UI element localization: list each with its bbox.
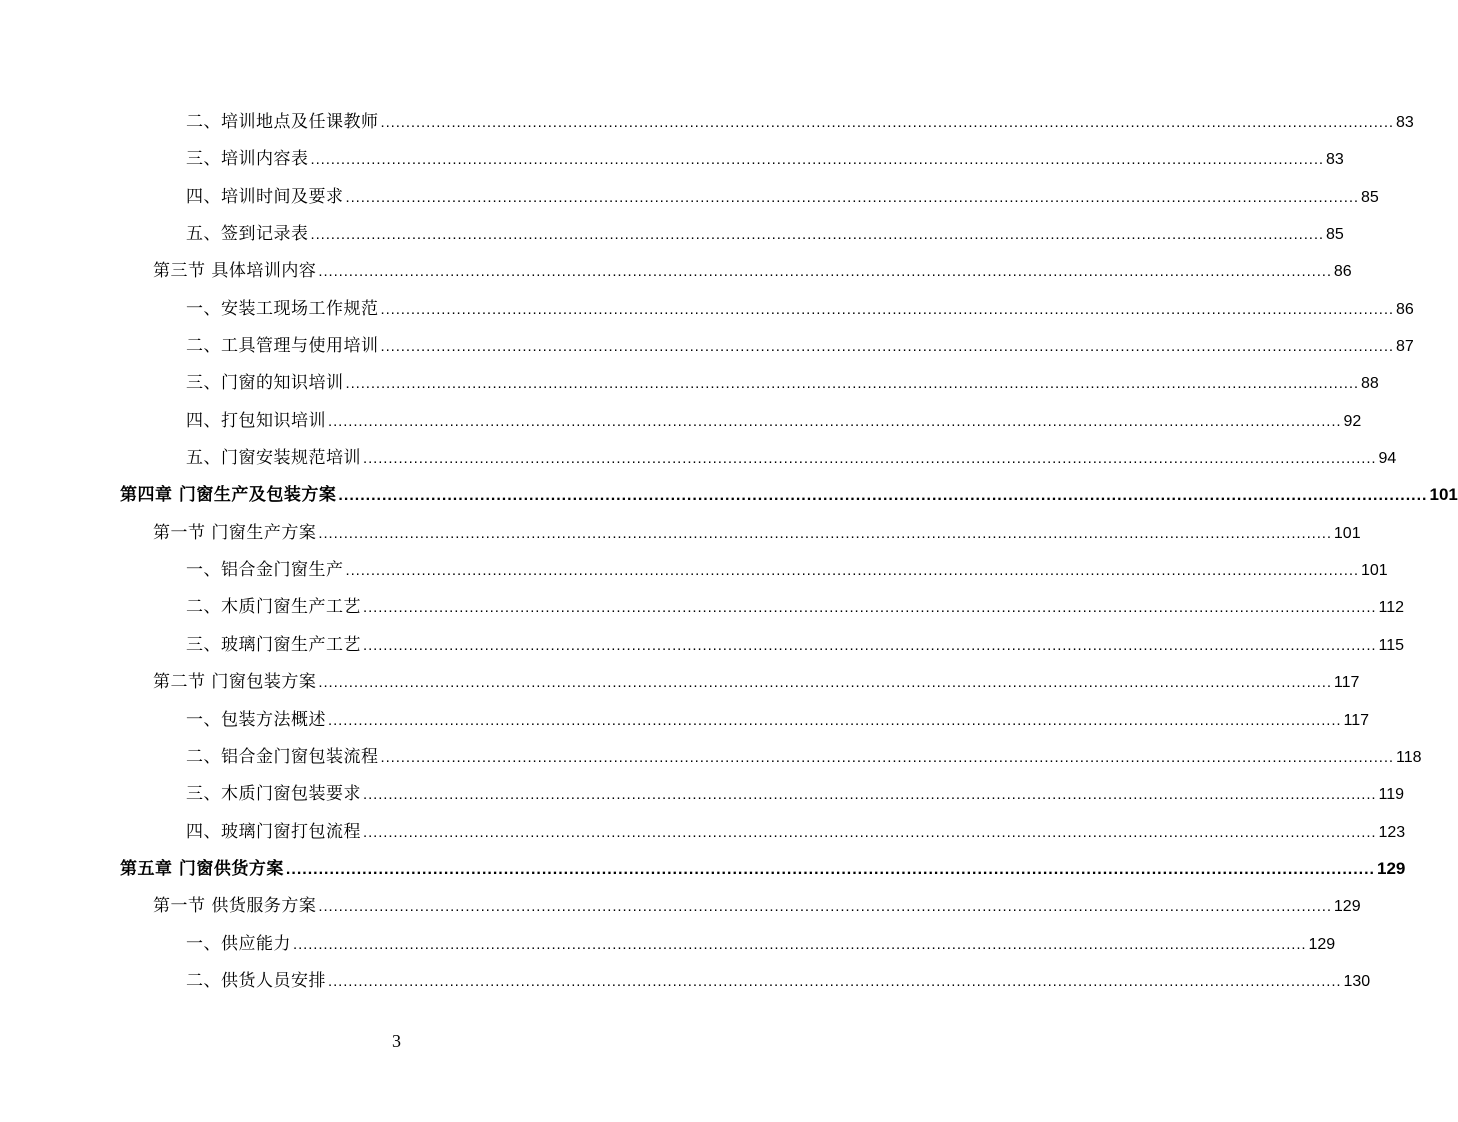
toc-entry-line (186, 742, 1422, 767)
toc-entry-line (186, 555, 1388, 581)
toc-entry-item[interactable] (0, 323, 1414, 360)
toc-entry-title: 第一节 门窗生产方案 (153, 522, 317, 543)
toc-entry-title: 一、供应能力 (186, 933, 291, 954)
toc-entry-item[interactable] (0, 809, 1406, 846)
toc-entry-page-number: 129 (1376, 858, 1406, 878)
dot-leader: ........................................................................................................................................................................................................ (363, 823, 1377, 841)
toc-entry-page-number: 101 (1429, 485, 1458, 505)
toc-entry-page-number: 87 (1396, 338, 1414, 356)
dot-leader: ........................................................................................................................................................................................................ (285, 860, 1375, 878)
dot-leader: ........................................................................................................................................................................................................ (363, 450, 1377, 468)
dot-leader: ........................................................................................................................................................................................................ (318, 263, 1332, 281)
dot-leader: ........................................................................................................................................................................................................ (363, 636, 1377, 654)
toc-entry-line (186, 294, 1414, 319)
toc-entry-title: 二、木质门窗生产工艺 (186, 597, 361, 618)
toc-entry-item[interactable] (0, 958, 1371, 995)
toc-entry-page-number: 85 (1326, 226, 1344, 244)
toc-entry-title: 第五章 门窗供货方案 (120, 858, 284, 879)
page-number: 3 (392, 1031, 401, 1051)
dot-leader: ........................................................................................................................................................................................................ (328, 972, 1342, 990)
toc-entry-page-number: 117 (1333, 674, 1360, 692)
toc-entry-title: 二、工具管理与使用培训 (186, 336, 379, 357)
toc-entry-item[interactable] (0, 622, 1405, 659)
dot-leader: ........................................................................................................................................................................................................ (328, 412, 1342, 430)
toc-entry-line (186, 406, 1362, 431)
toc-entry-chapter[interactable] (0, 472, 1458, 509)
toc-entry-title: 第四章 门窗生产及包装方案 (120, 485, 337, 506)
dot-leader: ........................................................................................................................................................................................................ (345, 188, 1359, 206)
toc-entry-item[interactable] (0, 211, 1344, 248)
toc-entry-title: 第三节 具体培训内容 (153, 261, 317, 282)
toc-entry-item[interactable] (0, 99, 1414, 136)
toc-entry-line (186, 630, 1405, 655)
toc-entry-item[interactable] (0, 174, 1379, 211)
dot-leader: ........................................................................................................................................................................................................ (363, 599, 1377, 617)
toc-entry-line (186, 929, 1336, 954)
toc-entry-title: 三、门窗的知识培训 (186, 373, 344, 394)
dot-leader: ........................................................................................................................................................................................................ (380, 338, 1394, 356)
toc-entry-line (186, 368, 1379, 394)
dot-leader: ........................................................................................................................................................................................................ (318, 674, 1332, 692)
dot-leader: ........................................................................................................................................................................................................ (310, 226, 1324, 244)
toc-entry-page-number: 115 (1378, 636, 1405, 654)
toc-entry-title: 二、供货人员安排 (186, 970, 326, 991)
table-of-contents (0, 99, 1458, 995)
toc-entry-title: 第二节 门窗包装方案 (153, 672, 317, 693)
toc-entry-chapter[interactable] (0, 846, 1406, 883)
toc-entry-line (186, 331, 1414, 357)
toc-entry-line (186, 779, 1405, 805)
toc-entry-line (186, 705, 1370, 730)
dot-leader: ........................................................................................................................................................................................................ (293, 935, 1307, 953)
toc-entry-page-number: 86 (1333, 263, 1352, 281)
toc-entry-line (186, 817, 1406, 842)
toc-entry-item[interactable] (0, 584, 1405, 621)
toc-entry-section[interactable] (0, 883, 1361, 920)
toc-entry-line (186, 107, 1414, 132)
toc-entry-line (153, 667, 1360, 693)
toc-entry-title: 二、培训地点及任课教师 (186, 112, 379, 132)
toc-entry-item[interactable] (0, 435, 1397, 472)
toc-entry-line (153, 891, 1361, 917)
toc-entry-line (186, 219, 1344, 245)
toc-entry-section[interactable] (0, 510, 1361, 547)
dot-leader: ........................................................................................................................................................................................................ (318, 524, 1332, 542)
toc-entry-item[interactable] (0, 398, 1362, 435)
toc-entry-page-number: 101 (1333, 524, 1361, 542)
toc-entry-line (153, 518, 1361, 543)
dot-leader: ........................................................................................................................................................................................................ (363, 786, 1377, 804)
dot-leader: ........................................................................................................................................................................................................ (380, 114, 1394, 131)
dot-leader: ........................................................................................................................................................................................................ (328, 711, 1342, 729)
toc-entry-title: 一、安装工现场工作规范 (186, 298, 379, 319)
toc-entry-page-number: 129 (1333, 898, 1361, 916)
toc-entry-line (153, 256, 1352, 282)
toc-entry-title: 一、铝合金门窗生产 (186, 560, 344, 581)
toc-entry-page-number: 112 (1378, 599, 1405, 617)
toc-entry-item[interactable] (0, 771, 1405, 808)
toc-entry-page-number: 117 (1343, 711, 1370, 729)
toc-entry-section[interactable] (0, 659, 1360, 696)
toc-entry-item[interactable] (0, 286, 1414, 323)
toc-entry-page-number: 130 (1343, 972, 1371, 990)
toc-entry-section[interactable] (0, 248, 1352, 285)
toc-entry-title: 三、培训内容表 (186, 149, 309, 170)
dot-leader: ........................................................................................................................................................................................................ (338, 487, 1428, 505)
dot-leader: ........................................................................................................................................................................................................ (318, 898, 1332, 916)
toc-entry-item[interactable] (0, 697, 1370, 734)
toc-entry-page-number: 86 (1396, 300, 1414, 318)
toc-entry-title: 一、包装方法概述 (186, 709, 326, 730)
toc-entry-line (186, 443, 1397, 469)
dot-leader: ........................................................................................................................................................................................................ (380, 748, 1394, 766)
toc-entry-line (186, 144, 1344, 170)
toc-entry-page-number: 118 (1396, 748, 1422, 766)
dot-leader: ........................................................................................................................................................................................................ (345, 375, 1359, 393)
toc-entry-page-number: 83 (1326, 151, 1344, 169)
toc-entry-page-number: 92 (1343, 412, 1362, 430)
toc-entry-page-number: 123 (1378, 823, 1406, 841)
toc-entry-title: 三、玻璃门窗生产工艺 (186, 634, 361, 655)
toc-entry-item[interactable] (0, 734, 1422, 771)
toc-entry-page-number: 85 (1361, 188, 1379, 206)
toc-entry-title: 五、门窗安装规范培训 (186, 448, 361, 469)
dot-leader: ........................................................................................................................................................................................................ (380, 300, 1394, 318)
toc-entry-title: 三、木质门窗包装要求 (186, 784, 361, 805)
toc-entry-page-number: 129 (1308, 935, 1336, 953)
dot-leader: ........................................................................................................................................................................................................ (310, 151, 1324, 169)
toc-entry-page-number: 119 (1378, 786, 1405, 804)
toc-entry-page-number: 94 (1378, 450, 1397, 468)
toc-entry-title: 四、打包知识培训 (186, 410, 326, 431)
toc-entry-title: 四、玻璃门窗打包流程 (186, 821, 361, 842)
toc-entry-page-number: 101 (1361, 562, 1388, 580)
toc-entry-line (120, 854, 1406, 879)
toc-entry-page-number: 88 (1361, 375, 1379, 393)
dot-leader: ........................................................................................................................................................................................................ (345, 562, 1359, 580)
toc-entry-item[interactable] (0, 136, 1344, 173)
toc-entry-line (186, 182, 1379, 207)
toc-entry-item[interactable] (0, 360, 1379, 397)
toc-entry-line (120, 480, 1458, 506)
toc-entry-item[interactable] (0, 547, 1388, 584)
toc-entry-item[interactable] (0, 921, 1336, 958)
toc-entry-title: 四、培训时间及要求 (186, 186, 344, 207)
toc-entry-line (186, 592, 1405, 618)
toc-entry-line (186, 966, 1371, 991)
toc-entry-title: 二、铝合金门窗包装流程 (186, 746, 379, 767)
toc-entry-page-number: 83 (1396, 114, 1414, 131)
toc-entry-title: 第一节 供货服务方案 (153, 896, 317, 917)
toc-entry-title: 五、签到记录表 (186, 224, 309, 245)
